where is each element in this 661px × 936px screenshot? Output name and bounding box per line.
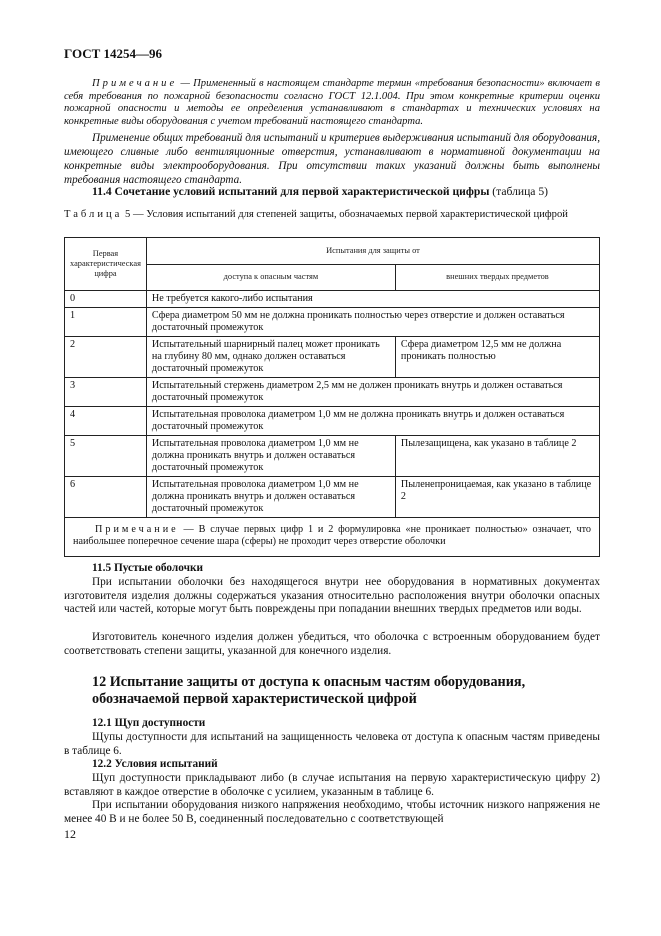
section-11-4-ref: (таблица 5): [492, 185, 549, 198]
page-number: 12: [64, 827, 76, 841]
cell-digit: 3: [65, 378, 147, 407]
cell-solid-objects: Пыленепроницаемая, как указано в таблице 2: [395, 477, 599, 518]
section-11-5-paragraph-1: При испытании оболочки без находящегося внутри нее оборудования в нормативных документах изготовителя изделия должны содержаться указания относительно расположения внутри оболочки опасных частей или частей, которые могут быть повреждены при попадании внешних твердых предметов или воды.: [64, 576, 600, 616]
section-12-1-title: 12.1 Щуп доступности: [92, 717, 206, 729]
table-row: [65, 436, 600, 477]
section-12-1-text: Щупы доступности для испытаний на защищенность человека от доступа к опасным частям приведены в таблице 6.: [64, 731, 600, 757]
cell-digit: 4: [65, 407, 147, 436]
note-1-label: Примечание: [92, 78, 178, 89]
table-row: [65, 308, 600, 337]
table-note-text: — В случае первых цифр 1 и 2 формулировка «не проникает полностью» означает, что наибольшее поперечное сечение шара (сферы) не проходит через отверстие оболочки: [73, 524, 592, 547]
cell-solid-objects: Пылезащищена, как указано в таблице 2: [395, 436, 599, 477]
table-row: [65, 291, 600, 308]
section-12-2-title: 12.2 Условия испытаний: [92, 758, 218, 770]
table-row: [65, 337, 600, 378]
cell-digit: 6: [65, 477, 147, 518]
table-row: [65, 407, 600, 436]
table-row: [65, 378, 600, 407]
table-5-caption-text: — Условия испытаний для степеней защиты, обозначаемых первой характеристической цифрой: [132, 209, 568, 220]
section-11-5-paragraph-2: Изготовитель конечного изделия должен убедиться, что оболочка с встроенным оборудованием будет соответствовать степени защиты, указанной для конечного изделия.: [64, 631, 600, 657]
cell-access: Испытательный шарнирный палец может проникать на глубину 80 мм, однако должен оставаться достаточный промежуток: [146, 337, 395, 378]
cell-digit: 2: [65, 337, 147, 378]
table-header-access: доступа к опасным частям: [146, 264, 395, 291]
section-11-4-title: 11.4 Сочетание условий испытаний для первой характеристической цифры: [92, 185, 490, 198]
table-5: [64, 237, 600, 557]
table-5-caption: [64, 209, 600, 222]
section-12-2-paragraph-2: При испытании оборудования низкого напряжения необходимо, чтобы источник низкого напряжения не менее 40 В и не более 50 В, соединенный последовательно с соответствующей: [64, 799, 600, 825]
table-note-label: Примечание: [95, 524, 179, 535]
table-header-group: Испытания для защиты от: [146, 238, 599, 265]
section-11-4-heading: [92, 185, 548, 198]
table-note: [65, 518, 600, 557]
table-5-label: Таблица: [64, 209, 123, 220]
cell-access: Не требуется какого-либо испытания: [146, 291, 599, 308]
cell-digit: 1: [65, 308, 147, 337]
cell-solid-objects: Сфера диаметром 12,5 мм не должна проникать полностью: [395, 337, 599, 378]
cell-access: Испытательная проволока диаметром 1,0 мм не должна проникать внутрь и должен оставаться достаточный промежуток: [146, 407, 599, 436]
table-row: [65, 477, 600, 518]
note-1-text: — Примененный в настоящем стандарте термин «требования безопасности» включает в себя требования по пожарной безопасности согласно ГОСТ 12.1.004. При этом конкретные критерии оценки пожарной опасности и методы ее определения устанавливают в стандартах и технических условиях на конкретные виды оборудования с учетом требований настоящего стандарта.: [64, 78, 600, 127]
section-11-5-title: 11.5 Пустые оболочки: [92, 562, 204, 574]
section-12-title: 12 Испытание защиты от доступа к опасным частям оборудования, обозначаемой первой характеристической цифрой: [92, 674, 526, 707]
table-header-first-digit: Первая характеристическая цифра: [65, 238, 147, 291]
section-12-2-paragraph-1: Щуп доступности прикладывают либо (в случае испытания на первую характеристическую цифру 2) вставляют в каждое отверстие в оболочке с усилием, указанным в таблице 6.: [64, 772, 600, 798]
cell-access: Испытательный стержень диаметром 2,5 мм не должен проникать внутрь и должен оставаться достаточный промежуток: [146, 378, 599, 407]
table-header-solid-objects: внешних твердых предметов: [395, 264, 599, 291]
cell-digit: 0: [65, 291, 147, 308]
table-5-number: 5: [125, 209, 131, 220]
cell-access: Испытательная проволока диаметром 1,0 мм не должна проникать внутрь и должен оставаться достаточный промежуток: [146, 477, 395, 518]
table-note-row: [65, 518, 600, 557]
paragraph-general-requirements: Применение общих требований для испытаний и критериев выдерживания испытаний для оборудования, имеющего сливные либо вентиляционные отверстия, устанавливают в нормативной документации на конкретные виды электрооборудования. При отсутствии таких указаний должны быть выполнены требования настоящего стандарта.: [64, 132, 600, 186]
cell-access: Испытательная проволока диаметром 1,0 мм не должна проникать внутрь и должен оставаться достаточный промежуток: [146, 436, 395, 477]
cell-access: Сфера диаметром 50 мм не должна проникать полностью через отверстие и должен оставаться достаточный промежуток: [146, 308, 599, 337]
document-header: ГОСТ 14254—96: [64, 46, 163, 61]
cell-digit: 5: [65, 436, 147, 477]
note-1: [64, 78, 600, 128]
